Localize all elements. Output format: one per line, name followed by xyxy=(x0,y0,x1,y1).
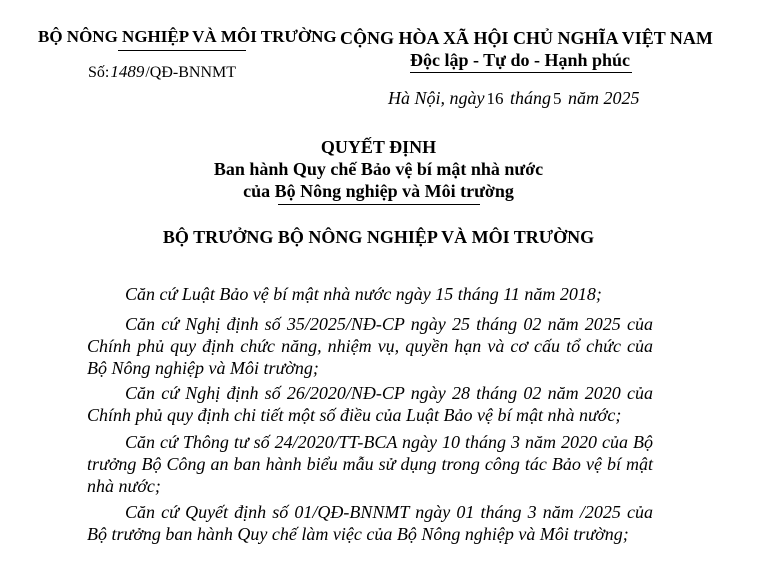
document-number-suffix: /QĐ-BNNMT xyxy=(145,64,237,81)
legal-basis-text: Căn cứ Luật Bảo vệ bí mật nhà nước ngày 15 tháng 11 năm 2018; xyxy=(125,284,602,304)
date-month-label: tháng xyxy=(510,88,552,108)
legal-basis-paragraph xyxy=(87,313,653,379)
legal-basis-paragraph xyxy=(87,283,653,305)
date-year: năm 2025 xyxy=(568,88,640,108)
issue-date xyxy=(388,88,640,109)
date-month: 5 xyxy=(553,89,562,108)
document-number-prefix: Số: xyxy=(88,64,110,81)
legal-basis-text: Căn cứ Thông tư số 24/2020/TT-BCA ngày 10 tháng 3 năm 2020 của Bộ trưởng Bộ Công an ban hành biểu mẫu sử dụng trong công tác Bảo vệ bí mật nhà nước; xyxy=(87,432,653,496)
legal-basis-text: Căn cứ Nghị định số 26/2020/NĐ-CP ngày 28 tháng 02 năm 2020 của Chính phủ quy định chi tiết một số điều của Luật Bảo vệ bí mật nhà nước; xyxy=(87,383,653,425)
motto-underline xyxy=(410,72,632,73)
decision-subtitle-line2: của Bộ Nông nghiệp và Môi trường xyxy=(243,181,514,201)
legal-basis-paragraph xyxy=(87,431,653,497)
decision-title: QUYẾT ĐỊNH xyxy=(320,137,437,157)
legal-basis-text: Căn cứ Quyết định số 01/QĐ-BNNMT ngày 01 tháng 3 năm /2025 của Bộ trưởng ban hành Quy chế làm việc của Bộ Nông nghiệp và Môi trường; xyxy=(87,502,653,544)
issuing-organization: BỘ NÔNG NGHIỆP VÀ MÔI TRƯỜNG xyxy=(38,27,337,46)
country-heading: CỘNG HÒA XÃ HỘI CHỦ NGHĨA VIỆT NAM xyxy=(340,28,713,48)
date-prefix: Hà Nội, ngày xyxy=(388,88,485,108)
subtitle-underline xyxy=(278,204,480,205)
signing-authority: BỘ TRƯỞNG BỘ NÔNG NGHIỆP VÀ MÔI TRƯỜNG xyxy=(162,227,595,247)
document-number xyxy=(88,62,236,82)
legal-basis-paragraph xyxy=(87,501,653,545)
national-motto: Độc lập - Tự do - Hạnh phúc xyxy=(410,50,631,70)
legal-basis-paragraph xyxy=(87,382,653,426)
decision-subtitle-line1: Ban hành Quy chế Bảo vệ bí mật nhà nước xyxy=(213,159,544,179)
organization-underline xyxy=(118,50,246,51)
document-number-value: 1489 xyxy=(110,62,145,81)
legal-basis-text: Căn cứ Nghị định số 35/2025/NĐ-CP ngày 25 tháng 02 năm 2025 của Chính phủ quy định chức năng, nhiệm vụ, quyền hạn và cơ cấu tổ chức của Bộ Nông nghiệp và Môi trường; xyxy=(87,314,653,378)
date-day: 16 xyxy=(486,89,504,108)
